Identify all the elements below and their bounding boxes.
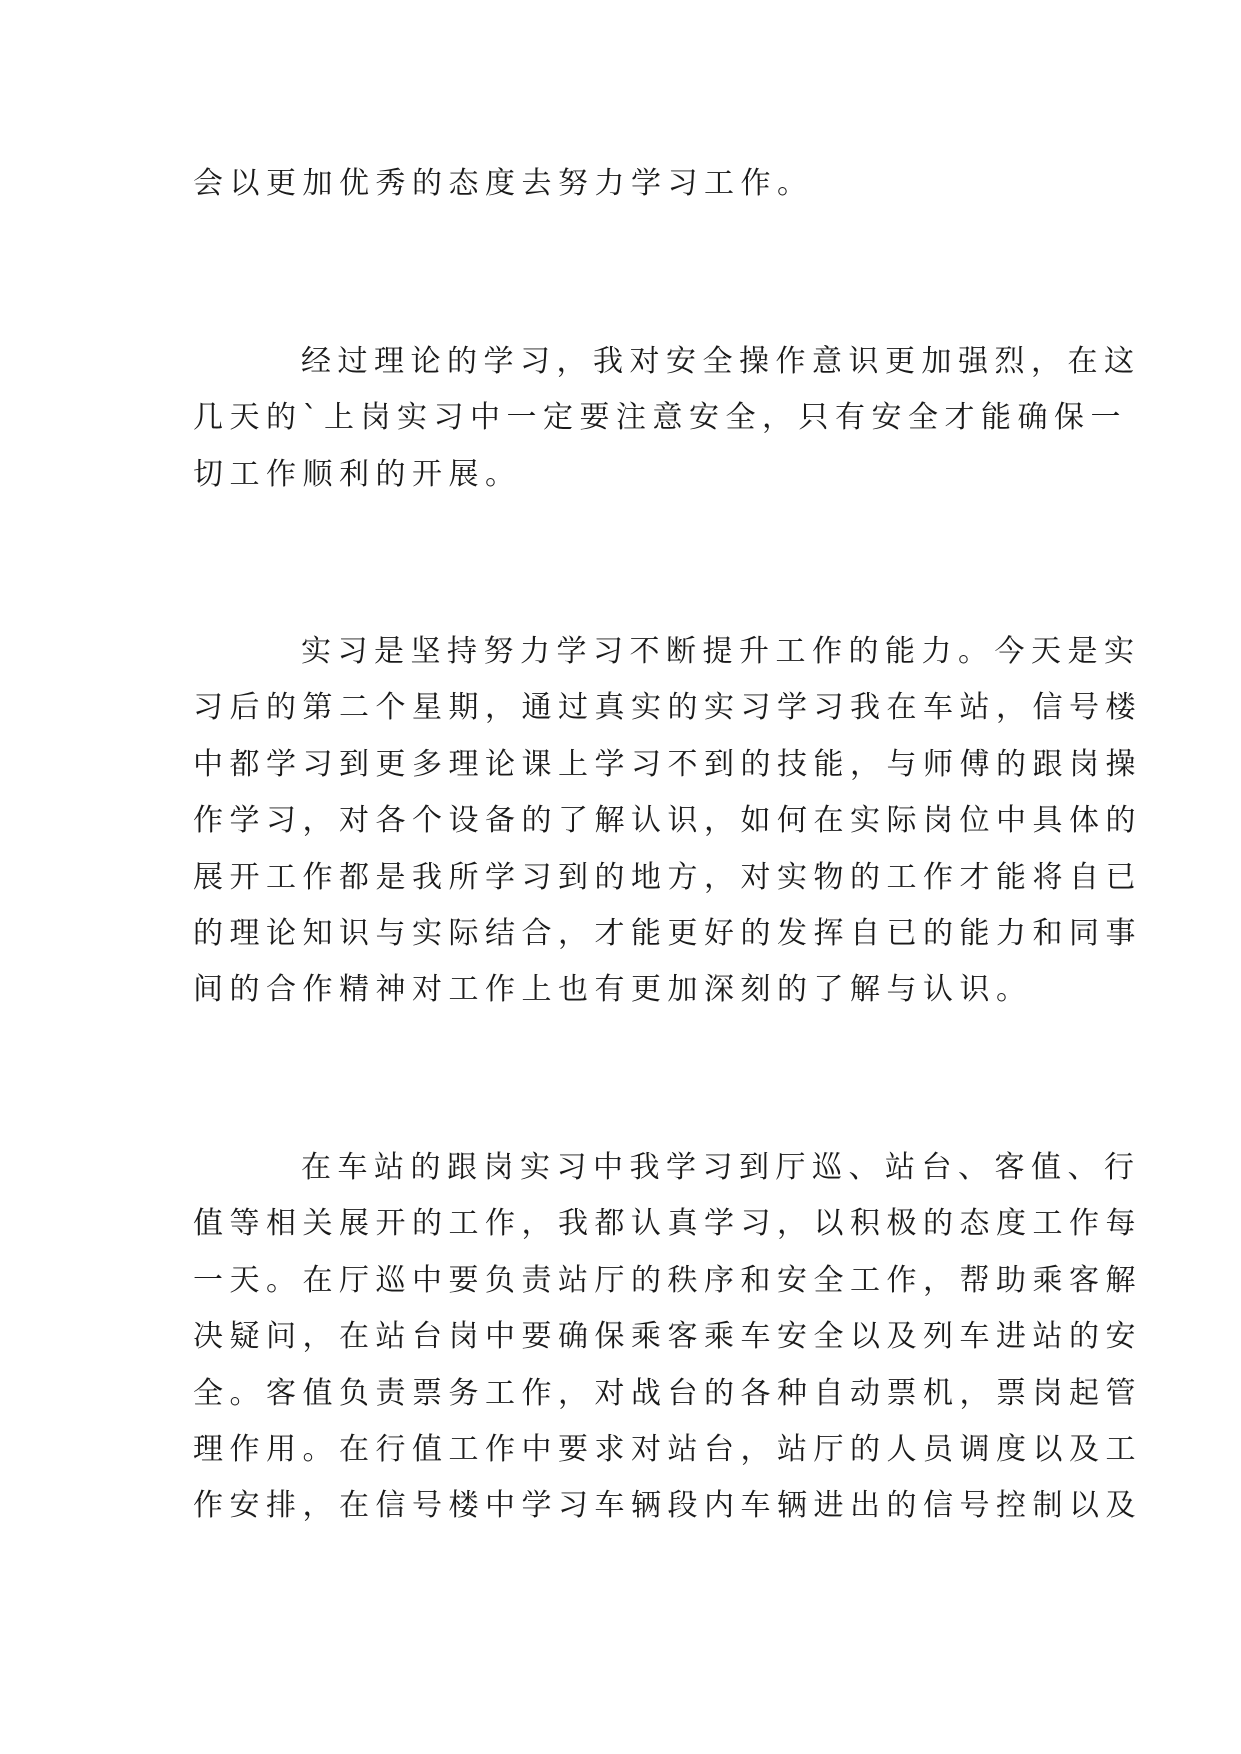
paragraph-2-line-3: 切工作顺利的开展。 (193, 457, 522, 492)
paragraph-3-line-7: 间的合作精神对工作上也有更加深刻的了解与认识。 (193, 972, 1033, 1007)
paragraph-2-line-1: 经过理论的学习，我对安全操作意识更加强烈，在这 (301, 344, 1141, 379)
paragraph-4-line-5: 全。客值负责票务工作，对战台的各种自动票机，票岗起管 (193, 1376, 1142, 1411)
paragraph-4-line-4: 决疑问，在站台岗中要确保乘客乘车安全以及列车进站的安 (193, 1319, 1142, 1354)
paragraph-3-line-2: 习后的第二个星期，通过真实的实习学习我在车站，信号楼 (193, 690, 1142, 725)
paragraph-3-line-3: 中都学习到更多理论课上学习不到的技能，与师傅的跟岗操 (193, 747, 1142, 782)
paragraph-1-line-1: 会以更加优秀的态度去努力学习工作。 (193, 166, 814, 201)
paragraph-3-line-6: 的理论知识与实际结合，才能更好的发挥自已的能力和同事 (193, 916, 1142, 951)
paragraph-4-line-7: 作安排，在信号楼中学习车辆段内车辆进出的信号控制以及 (193, 1488, 1142, 1523)
paragraph-3-line-1: 实习是坚持努力学习不断提升工作的能力。今天是实 (301, 634, 1141, 669)
paragraph-2-line-2: 几天的`上岗实习中一定要注意安全，只有安全才能确保一 (193, 400, 1127, 435)
paragraph-3-line-5: 展开工作都是我所学习到的地方，对实物的工作才能将自已 (193, 860, 1142, 895)
paragraph-4-line-3: 一天。在厅巡中要负责站厅的秩序和安全工作，帮助乘客解 (193, 1263, 1142, 1298)
paragraph-4-line-6: 理作用。在行值工作中要求对站台，站厅的人员调度以及工 (193, 1432, 1142, 1467)
paragraph-4-line-1: 在车站的跟岗实习中我学习到厅巡、站台、客值、行 (301, 1150, 1141, 1185)
paragraph-3-line-4: 作学习，对各个设备的了解认识，如何在实际岗位中具体的 (193, 803, 1142, 838)
paragraph-4-line-2: 值等相关展开的工作，我都认真学习，以积极的态度工作每 (193, 1206, 1142, 1241)
